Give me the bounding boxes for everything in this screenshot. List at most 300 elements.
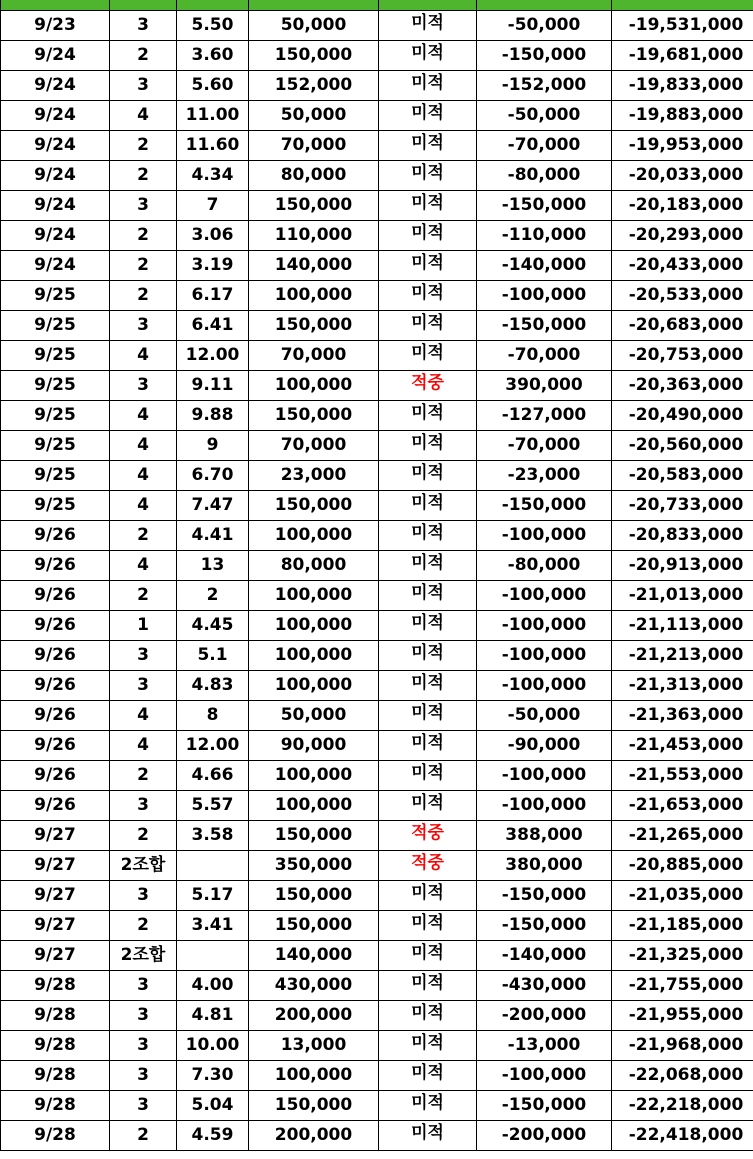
profit-cell: -100,000 [477,761,612,791]
table-row [1,371,753,401]
date-cell: 9/24 [1,71,110,101]
amount-cell: 350,000 [249,851,379,881]
odds-cell: 9.88 [177,401,249,431]
profit-cell: -100,000 [477,671,612,701]
folder-cell: 3 [110,11,177,41]
date-cell: 9/26 [1,521,110,551]
date-cell: 9/25 [1,281,110,311]
cumulative-cell: -20,683,000 [612,311,753,341]
amount-cell: 110,000 [249,221,379,251]
folder-cell: 4 [110,401,177,431]
table-row [1,131,753,161]
result-cell: 미적 [379,431,477,461]
profit-cell: -100,000 [477,611,612,641]
table-row [1,971,753,1001]
folder-cell: 2 [110,131,177,161]
odds-cell: 9 [177,431,249,461]
folder-cell: 2 [110,521,177,551]
profit-cell: -100,000 [477,791,612,821]
cumulative-cell: -19,953,000 [612,131,753,161]
cumulative-cell: -21,035,000 [612,881,753,911]
result-cell: 미적 [379,131,477,161]
table-row [1,881,753,911]
odds-cell: 4.41 [177,521,249,551]
odds-cell: 3.58 [177,821,249,851]
date-cell: 9/26 [1,791,110,821]
table-row [1,191,753,221]
amount-cell: 100,000 [249,611,379,641]
date-cell: 9/25 [1,461,110,491]
cumulative-cell: -19,833,000 [612,71,753,101]
cumulative-cell: -21,113,000 [612,611,753,641]
profit-cell: -430,000 [477,971,612,1001]
table-row [1,941,753,971]
result-cell: 미적 [379,1031,477,1061]
date-cell: 9/24 [1,221,110,251]
amount-cell: 150,000 [249,311,379,341]
odds-cell: 8 [177,701,249,731]
amount-cell: 100,000 [249,281,379,311]
result-cell: 미적 [379,1121,477,1151]
amount-cell: 100,000 [249,671,379,701]
cumulative-cell: -20,183,000 [612,191,753,221]
cumulative-cell: -21,313,000 [612,671,753,701]
odds-cell: 4.83 [177,671,249,701]
date-cell: 9/27 [1,881,110,911]
profit-cell: -80,000 [477,161,612,191]
cumulative-cell: -19,681,000 [612,41,753,71]
odds-cell: 6.41 [177,311,249,341]
header-cell-cumulative [612,0,753,11]
table-row [1,701,753,731]
date-cell: 9/25 [1,371,110,401]
profit-cell: -150,000 [477,911,612,941]
table-body [1,11,753,1151]
result-cell: 미적 [379,311,477,341]
date-cell: 9/26 [1,551,110,581]
odds-cell: 11.60 [177,131,249,161]
odds-cell: 4.81 [177,1001,249,1031]
result-cell: 미적 [379,971,477,1001]
profit-cell: -200,000 [477,1001,612,1031]
result-cell: 미적 [379,761,477,791]
profit-cell: -150,000 [477,881,612,911]
amount-cell: 150,000 [249,1091,379,1121]
table-row [1,791,753,821]
date-cell: 9/26 [1,671,110,701]
result-cell: 미적 [379,41,477,71]
odds-cell: 5.57 [177,791,249,821]
date-cell: 9/24 [1,251,110,281]
table-row [1,281,753,311]
folder-cell: 2조합 [110,941,177,971]
cumulative-cell: -20,433,000 [612,251,753,281]
date-cell: 9/27 [1,851,110,881]
cumulative-cell: -20,363,000 [612,371,753,401]
odds-cell: 13 [177,551,249,581]
odds-cell: 7.47 [177,491,249,521]
amount-cell: 90,000 [249,731,379,761]
date-cell: 9/28 [1,1031,110,1061]
date-cell: 9/25 [1,341,110,371]
odds-cell [177,851,249,881]
folder-cell: 2 [110,161,177,191]
result-cell: 미적 [379,551,477,581]
odds-cell: 3.19 [177,251,249,281]
amount-cell: 150,000 [249,191,379,221]
header-cell-result [379,0,477,11]
folder-cell: 4 [110,731,177,761]
cumulative-cell: -21,653,000 [612,791,753,821]
odds-cell: 4.66 [177,761,249,791]
odds-cell: 6.70 [177,461,249,491]
amount-cell: 80,000 [249,161,379,191]
folder-cell: 2조합 [110,851,177,881]
amount-cell: 13,000 [249,1031,379,1061]
date-cell: 9/26 [1,761,110,791]
profit-cell: -110,000 [477,221,612,251]
folder-cell: 4 [110,461,177,491]
table-row [1,521,753,551]
profit-cell: -100,000 [477,641,612,671]
amount-cell: 50,000 [249,101,379,131]
profit-cell: -50,000 [477,11,612,41]
amount-cell: 100,000 [249,641,379,671]
table-row [1,641,753,671]
result-cell: 미적 [379,701,477,731]
folder-cell: 3 [110,971,177,1001]
header-cell-amount [249,0,379,11]
amount-cell: 100,000 [249,791,379,821]
folder-cell: 2 [110,221,177,251]
folder-cell: 4 [110,551,177,581]
odds-cell: 5.50 [177,11,249,41]
amount-cell: 150,000 [249,491,379,521]
table-row [1,311,753,341]
folder-cell: 2 [110,281,177,311]
folder-cell: 2 [110,911,177,941]
cumulative-cell: -21,363,000 [612,701,753,731]
date-cell: 9/27 [1,941,110,971]
date-cell: 9/24 [1,161,110,191]
result-cell: 미적 [379,671,477,701]
odds-cell [177,941,249,971]
date-cell: 9/24 [1,101,110,131]
result-cell: 적중 [379,821,477,851]
profit-cell: -23,000 [477,461,612,491]
result-cell: 미적 [379,101,477,131]
result-cell: 미적 [379,941,477,971]
date-cell: 9/27 [1,821,110,851]
amount-cell: 100,000 [249,581,379,611]
result-cell: 적중 [379,851,477,881]
profit-cell: -70,000 [477,131,612,161]
result-cell: 미적 [379,221,477,251]
profit-cell: -150,000 [477,1091,612,1121]
amount-cell: 100,000 [249,1061,379,1091]
table-row [1,821,753,851]
amount-cell: 150,000 [249,41,379,71]
profit-cell: -70,000 [477,431,612,461]
cumulative-cell: -21,553,000 [612,761,753,791]
table-row [1,1121,753,1151]
amount-cell: 70,000 [249,431,379,461]
result-cell: 미적 [379,1001,477,1031]
cumulative-cell: -21,755,000 [612,971,753,1001]
profit-cell: -150,000 [477,191,612,221]
odds-cell: 12.00 [177,731,249,761]
cumulative-cell: -19,531,000 [612,11,753,41]
cumulative-cell: -20,913,000 [612,551,753,581]
cumulative-cell: -19,883,000 [612,101,753,131]
folder-cell: 3 [110,881,177,911]
odds-cell: 7 [177,191,249,221]
date-cell: 9/26 [1,581,110,611]
profit-cell: -50,000 [477,701,612,731]
amount-cell: 200,000 [249,1001,379,1031]
odds-cell: 5.1 [177,641,249,671]
date-cell: 9/25 [1,311,110,341]
cumulative-cell: -21,013,000 [612,581,753,611]
table-row [1,1091,753,1121]
date-cell: 9/28 [1,1061,110,1091]
table-row [1,71,753,101]
odds-cell: 10.00 [177,1031,249,1061]
folder-cell: 3 [110,1001,177,1031]
folder-cell: 3 [110,1091,177,1121]
date-cell: 9/24 [1,131,110,161]
folder-cell: 2 [110,821,177,851]
amount-cell: 200,000 [249,1121,379,1151]
folder-cell: 1 [110,611,177,641]
cumulative-cell: -22,218,000 [612,1091,753,1121]
amount-cell: 152,000 [249,71,379,101]
odds-cell: 4.45 [177,611,249,641]
cumulative-cell: -22,418,000 [612,1121,753,1151]
result-cell: 미적 [379,911,477,941]
table-row [1,671,753,701]
amount-cell: 70,000 [249,341,379,371]
result-cell: 미적 [379,881,477,911]
odds-cell: 5.04 [177,1091,249,1121]
table-row [1,761,753,791]
odds-cell: 6.17 [177,281,249,311]
result-cell: 미적 [379,251,477,281]
result-cell: 미적 [379,641,477,671]
odds-cell: 2 [177,581,249,611]
result-cell: 미적 [379,611,477,641]
folder-cell: 2 [110,41,177,71]
folder-cell: 4 [110,341,177,371]
amount-cell: 80,000 [249,551,379,581]
cumulative-cell: -20,293,000 [612,221,753,251]
amount-cell: 50,000 [249,701,379,731]
result-cell: 미적 [379,1061,477,1091]
profit-cell: -13,000 [477,1031,612,1061]
result-cell: 미적 [379,581,477,611]
amount-cell: 100,000 [249,761,379,791]
table-row [1,401,753,431]
profit-cell: -80,000 [477,551,612,581]
odds-cell: 11.00 [177,101,249,131]
odds-cell: 7.30 [177,1061,249,1091]
table-row [1,11,753,41]
cumulative-cell: -22,068,000 [612,1061,753,1091]
table-row [1,1061,753,1091]
header-cell-profit [477,0,612,11]
cumulative-cell: -20,833,000 [612,521,753,551]
cumulative-cell: -21,968,000 [612,1031,753,1061]
profit-cell: -50,000 [477,101,612,131]
amount-cell: 140,000 [249,941,379,971]
odds-cell: 9.11 [177,371,249,401]
odds-cell: 3.41 [177,911,249,941]
amount-cell: 150,000 [249,821,379,851]
odds-cell: 4.59 [177,1121,249,1151]
date-cell: 9/27 [1,911,110,941]
folder-cell: 2 [110,581,177,611]
table-row [1,161,753,191]
folder-cell: 4 [110,491,177,521]
amount-cell: 430,000 [249,971,379,1001]
cumulative-cell: -21,453,000 [612,731,753,761]
profit-cell: -150,000 [477,491,612,521]
folder-cell: 2 [110,251,177,281]
result-cell: 미적 [379,401,477,431]
table-row [1,221,753,251]
folder-cell: 3 [110,791,177,821]
folder-cell: 4 [110,101,177,131]
profit-cell: 390,000 [477,371,612,401]
profit-cell: -200,000 [477,1121,612,1151]
table-row [1,851,753,881]
cumulative-cell: -21,325,000 [612,941,753,971]
profit-cell: -70,000 [477,341,612,371]
header-row [1,0,753,11]
profit-cell: -150,000 [477,311,612,341]
folder-cell: 3 [110,191,177,221]
amount-cell: 150,000 [249,881,379,911]
date-cell: 9/24 [1,41,110,71]
folder-cell: 4 [110,431,177,461]
cumulative-cell: -20,583,000 [612,461,753,491]
odds-cell: 4.34 [177,161,249,191]
odds-cell: 12.00 [177,341,249,371]
folder-cell: 3 [110,1061,177,1091]
amount-cell: 70,000 [249,131,379,161]
result-cell: 미적 [379,791,477,821]
odds-cell: 4.00 [177,971,249,1001]
folder-cell: 3 [110,1031,177,1061]
profit-cell: 380,000 [477,851,612,881]
table-row [1,1031,753,1061]
cumulative-cell: -21,265,000 [612,821,753,851]
folder-cell: 3 [110,641,177,671]
odds-cell: 5.60 [177,71,249,101]
date-cell: 9/28 [1,1121,110,1151]
odds-cell: 3.60 [177,41,249,71]
profit-cell: -100,000 [477,581,612,611]
amount-cell: 150,000 [249,401,379,431]
table-row [1,911,753,941]
date-cell: 9/25 [1,431,110,461]
cumulative-cell: -20,560,000 [612,431,753,461]
header-cell-odds [177,0,249,11]
result-cell: 미적 [379,731,477,761]
profit-cell: 388,000 [477,821,612,851]
amount-cell: 140,000 [249,251,379,281]
cumulative-cell: -20,490,000 [612,401,753,431]
folder-cell: 3 [110,671,177,701]
cumulative-cell: -20,885,000 [612,851,753,881]
cumulative-cell: -20,753,000 [612,341,753,371]
result-cell: 미적 [379,281,477,311]
result-cell: 적중 [379,371,477,401]
result-cell: 미적 [379,71,477,101]
profit-cell: -152,000 [477,71,612,101]
profit-cell: -140,000 [477,941,612,971]
date-cell: 9/28 [1,1001,110,1031]
amount-cell: 150,000 [249,911,379,941]
table-row [1,581,753,611]
date-cell: 9/25 [1,401,110,431]
cumulative-cell: -20,533,000 [612,281,753,311]
result-cell: 미적 [379,191,477,221]
profit-cell: -100,000 [477,521,612,551]
amount-cell: 23,000 [249,461,379,491]
folder-cell: 2 [110,761,177,791]
date-cell: 9/26 [1,641,110,671]
date-cell: 9/24 [1,191,110,221]
header-cell-date [1,0,110,11]
folder-cell: 3 [110,311,177,341]
cumulative-cell: -21,185,000 [612,911,753,941]
result-cell: 미적 [379,341,477,371]
table-row [1,491,753,521]
folder-cell: 2 [110,1121,177,1151]
cumulative-cell: -20,033,000 [612,161,753,191]
folder-cell: 4 [110,701,177,731]
date-cell: 9/28 [1,971,110,1001]
result-cell: 미적 [379,491,477,521]
date-cell: 9/25 [1,491,110,521]
result-cell: 미적 [379,521,477,551]
amount-cell: 100,000 [249,371,379,401]
cumulative-cell: -20,733,000 [612,491,753,521]
header-cell-folder [110,0,177,11]
table-row [1,461,753,491]
result-cell: 미적 [379,1091,477,1121]
profit-cell: -100,000 [477,281,612,311]
date-cell: 9/26 [1,611,110,641]
profit-cell: -90,000 [477,731,612,761]
profit-cell: -100,000 [477,1061,612,1091]
table-row [1,341,753,371]
date-cell: 9/26 [1,701,110,731]
profit-cell: -150,000 [477,41,612,71]
date-cell: 9/26 [1,731,110,761]
odds-cell: 3.06 [177,221,249,251]
result-cell: 미적 [379,11,477,41]
folder-cell: 3 [110,371,177,401]
odds-cell: 5.17 [177,881,249,911]
table-row [1,551,753,581]
amount-cell: 50,000 [249,11,379,41]
amount-cell: 100,000 [249,521,379,551]
profit-cell: -140,000 [477,251,612,281]
table-row [1,611,753,641]
cumulative-cell: -21,213,000 [612,641,753,671]
